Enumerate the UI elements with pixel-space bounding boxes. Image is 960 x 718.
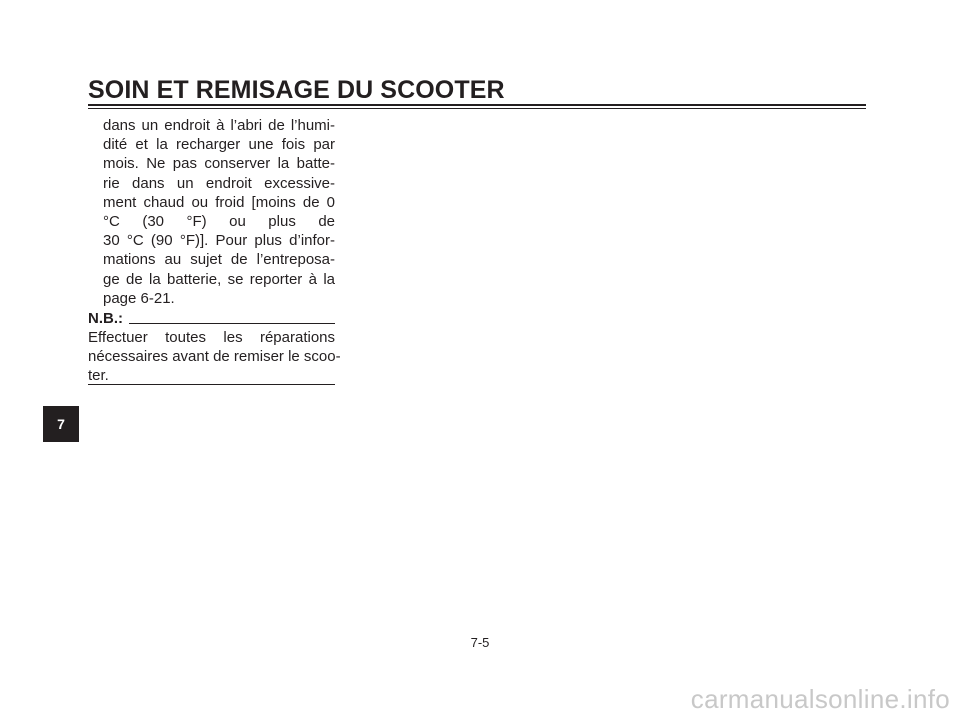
page-number: 7-5: [470, 635, 490, 650]
page-title: SOIN ET REMISAGE DU SCOOTER: [88, 76, 505, 104]
note-header: [88, 308, 335, 328]
note-line: ter.: [88, 367, 109, 385]
note-end-rule: [88, 384, 335, 385]
title-rule-thick: [88, 104, 866, 106]
paragraph-line: °C (30 °F) ou plus de: [103, 213, 335, 231]
paragraph-line: rie dans un endroit excessive-: [103, 174, 335, 192]
paragraph-line: mois. Ne pas conserver la batte-: [103, 155, 335, 173]
battery-storage-paragraph: [103, 116, 335, 308]
note-text: [88, 328, 341, 386]
watermark: carmanualsonline.info: [690, 684, 950, 714]
paragraph-line: dité et la recharger une fois par: [103, 136, 335, 154]
chapter-tab: 7: [43, 406, 79, 442]
note-header-rule: [129, 323, 335, 324]
note-label: N.B.:: [88, 310, 123, 327]
paragraph-line: page 6-21.: [103, 289, 175, 307]
title-rule-thin: [88, 108, 866, 109]
note-line: Effectuer toutes les réparations: [88, 329, 335, 346]
paragraph-line: 30 °C (90 °F)]. Pour plus d’infor-: [103, 232, 335, 250]
paragraph-line: mations au sujet de l’entreposa-: [103, 251, 335, 269]
paragraph-line: ge de la batterie, se reporter à la: [103, 270, 335, 288]
paragraph-line: ment chaud ou froid [moins de 0: [103, 193, 335, 211]
body-column: [88, 116, 335, 308]
paragraph-line: dans un endroit à l’abri de l’humi-: [103, 117, 335, 134]
title-rule: [88, 104, 866, 110]
note-line: nécessaires avant de remiser le scoo-: [88, 348, 341, 366]
